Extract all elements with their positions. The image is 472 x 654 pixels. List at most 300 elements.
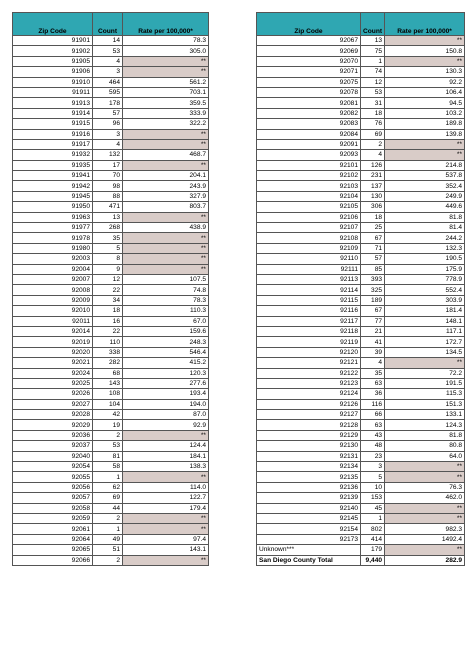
rate-cell: 303.9 — [385, 295, 465, 305]
rate-cell: 72.2 — [385, 368, 465, 378]
table-row — [13, 441, 209, 451]
count-cell: 49 — [93, 534, 123, 544]
count-cell: 231 — [361, 171, 385, 181]
rate-cell: 190.5 — [385, 254, 465, 264]
count-cell: 22 — [93, 285, 123, 295]
table-row — [13, 56, 209, 66]
count-cell: 77 — [361, 316, 385, 326]
zip-code-cell: 91916 — [13, 129, 93, 139]
table-row — [13, 87, 209, 97]
zip-code-cell: 92075 — [257, 77, 361, 87]
header-count: Count — [361, 13, 385, 36]
table-row — [257, 503, 465, 513]
unknown-row — [257, 545, 465, 555]
zip-code-cell: 92119 — [257, 337, 361, 347]
header-zip-code: Zip Code — [257, 13, 361, 36]
count-cell: 9,440 — [361, 555, 385, 565]
count-cell: 66 — [361, 410, 385, 420]
table-row — [13, 462, 209, 472]
count-cell: 1 — [361, 513, 385, 523]
rate-cell: 76.3 — [385, 482, 465, 492]
count-cell: 1 — [361, 56, 385, 66]
rate-cell: ** — [123, 212, 209, 222]
table-row — [13, 472, 209, 482]
zip-code-cell: 92130 — [257, 441, 361, 451]
rate-cell: ** — [123, 243, 209, 253]
zip-code-cell: 92131 — [257, 451, 361, 461]
zip-code-cell: 92108 — [257, 233, 361, 243]
count-cell: 48 — [361, 441, 385, 451]
rate-cell: 184.1 — [123, 451, 209, 461]
table-row — [257, 430, 465, 440]
count-cell: 1 — [93, 472, 123, 482]
count-cell: 96 — [93, 119, 123, 129]
count-cell: 189 — [361, 295, 385, 305]
table-row — [257, 119, 465, 129]
count-cell: 67 — [361, 233, 385, 243]
table-row — [13, 36, 209, 46]
count-cell: 63 — [361, 378, 385, 388]
zip-code-cell: 92067 — [257, 36, 361, 46]
table-row — [257, 285, 465, 295]
rate-cell: 124.3 — [385, 420, 465, 430]
zip-code-cell: 92025 — [13, 378, 93, 388]
row-label: Unknown*** — [257, 545, 361, 555]
table-row — [257, 171, 465, 181]
table-row — [257, 389, 465, 399]
count-cell: 4 — [361, 150, 385, 160]
table-row — [257, 98, 465, 108]
rate-cell: 327.9 — [123, 191, 209, 201]
rate-cell: ** — [123, 139, 209, 149]
zip-code-cell: 92056 — [13, 482, 93, 492]
table-row — [13, 223, 209, 233]
count-cell: 414 — [361, 534, 385, 544]
zip-code-cell: 91906 — [13, 67, 93, 77]
zip-code-cell: 92028 — [13, 410, 93, 420]
zip-code-cell: 92140 — [257, 503, 361, 513]
count-cell: 9 — [93, 264, 123, 274]
zip-code-cell: 91905 — [13, 56, 93, 66]
rate-cell: 151.3 — [385, 399, 465, 409]
table-row — [13, 482, 209, 492]
rate-cell: ** — [385, 545, 465, 555]
rate-cell: 148.1 — [385, 316, 465, 326]
rate-cell: ** — [123, 67, 209, 77]
count-cell: 471 — [93, 202, 123, 212]
count-cell: 71 — [361, 243, 385, 253]
count-cell: 76 — [361, 119, 385, 129]
zip-code-cell: 92139 — [257, 493, 361, 503]
rate-cell: 333.9 — [123, 108, 209, 118]
table-row — [13, 534, 209, 544]
count-cell: 4 — [93, 139, 123, 149]
table-left-body — [13, 36, 209, 566]
rate-cell: 248.3 — [123, 337, 209, 347]
table-row — [13, 420, 209, 430]
rate-cell: 546.4 — [123, 347, 209, 357]
zip-code-cell: 92104 — [257, 191, 361, 201]
zip-code-cell: 92082 — [257, 108, 361, 118]
count-cell: 53 — [93, 46, 123, 56]
rate-cell: 179.4 — [123, 503, 209, 513]
rate-cell: ** — [123, 56, 209, 66]
zip-code-cell: 92069 — [257, 46, 361, 56]
count-cell: 153 — [361, 493, 385, 503]
count-cell: 10 — [361, 482, 385, 492]
table-row — [13, 67, 209, 77]
table-row — [13, 513, 209, 523]
zip-code-cell: 92054 — [13, 462, 93, 472]
count-cell: 81 — [93, 451, 123, 461]
count-cell: 12 — [361, 77, 385, 87]
count-cell: 68 — [93, 368, 123, 378]
count-cell: 268 — [93, 223, 123, 233]
count-cell: 63 — [361, 420, 385, 430]
zip-code-cell: 92107 — [257, 223, 361, 233]
rate-cell: 703.1 — [123, 87, 209, 97]
count-cell: 137 — [361, 181, 385, 191]
count-cell: 36 — [361, 389, 385, 399]
count-cell: 70 — [93, 171, 123, 181]
zip-code-cell: 92037 — [13, 441, 93, 451]
table-row — [257, 316, 465, 326]
count-cell: 178 — [93, 98, 123, 108]
rate-cell: 322.2 — [123, 119, 209, 129]
rate-cell: ** — [385, 358, 465, 368]
table-row — [13, 77, 209, 87]
table-row — [257, 202, 465, 212]
table-row — [257, 264, 465, 274]
table-row — [13, 254, 209, 264]
header-rate: Rate per 100,000* — [385, 13, 465, 36]
zip-code-cell: 92103 — [257, 181, 361, 191]
zip-code-cell: 92121 — [257, 358, 361, 368]
count-cell: 39 — [361, 347, 385, 357]
count-cell: 22 — [93, 326, 123, 336]
count-cell: 21 — [361, 326, 385, 336]
zip-code-cell: 92081 — [257, 98, 361, 108]
table-row — [13, 264, 209, 274]
zip-code-cell: 92040 — [13, 451, 93, 461]
table-row — [13, 399, 209, 409]
rate-cell: 80.8 — [385, 441, 465, 451]
rate-cell: 133.1 — [385, 410, 465, 420]
table-row — [257, 337, 465, 347]
zip-code-cell: 91977 — [13, 223, 93, 233]
count-cell: 85 — [361, 264, 385, 274]
zip-code-cell: 92173 — [257, 534, 361, 544]
count-cell: 98 — [93, 181, 123, 191]
count-cell: 88 — [93, 191, 123, 201]
count-cell: 19 — [93, 420, 123, 430]
table-row — [257, 368, 465, 378]
count-cell: 25 — [361, 223, 385, 233]
count-cell: 13 — [93, 212, 123, 222]
count-cell: 69 — [361, 129, 385, 139]
table-row — [257, 160, 465, 170]
count-cell: 18 — [361, 108, 385, 118]
table-row — [13, 243, 209, 253]
count-cell: 132 — [93, 150, 123, 160]
rate-cell: 138.3 — [123, 462, 209, 472]
table-row — [13, 181, 209, 191]
table-row — [257, 56, 465, 66]
rate-cell: 132.3 — [385, 243, 465, 253]
rate-cell: 97.4 — [123, 534, 209, 544]
table-right-body — [257, 36, 465, 566]
zip-code-cell: 91915 — [13, 119, 93, 129]
rate-cell: ** — [385, 472, 465, 482]
table-row — [13, 160, 209, 170]
zip-code-cell: 91941 — [13, 171, 93, 181]
table-row — [13, 368, 209, 378]
rate-cell: ** — [385, 462, 465, 472]
rate-cell: ** — [123, 430, 209, 440]
table-row — [13, 212, 209, 222]
count-cell: 4 — [361, 358, 385, 368]
table-row — [13, 274, 209, 284]
zip-code-cell: 92106 — [257, 212, 361, 222]
rate-cell: 359.5 — [123, 98, 209, 108]
count-cell: 143 — [93, 378, 123, 388]
rate-cell: 194.0 — [123, 399, 209, 409]
rate-cell: ** — [385, 139, 465, 149]
count-cell: 3 — [93, 129, 123, 139]
rate-cell: ** — [123, 129, 209, 139]
rate-cell: 243.9 — [123, 181, 209, 191]
rate-cell: 81.8 — [385, 430, 465, 440]
table-row — [257, 212, 465, 222]
table-row — [13, 524, 209, 534]
count-cell: 23 — [361, 451, 385, 461]
rate-cell: 92.2 — [385, 77, 465, 87]
rate-cell: 191.5 — [385, 378, 465, 388]
rate-cell: 74.8 — [123, 285, 209, 295]
count-cell: 116 — [361, 399, 385, 409]
rate-cell: 117.1 — [385, 326, 465, 336]
zip-code-cell: 92115 — [257, 295, 361, 305]
rate-cell: 462.0 — [385, 493, 465, 503]
table-row — [257, 274, 465, 284]
table-right — [256, 12, 465, 566]
count-cell: 338 — [93, 347, 123, 357]
rate-cell: 64.0 — [385, 451, 465, 461]
table-row — [13, 316, 209, 326]
zip-code-cell: 92111 — [257, 264, 361, 274]
table-row — [257, 129, 465, 139]
count-cell: 179 — [361, 545, 385, 555]
count-cell: 34 — [93, 295, 123, 305]
zip-code-cell: 92059 — [13, 513, 93, 523]
rate-cell: 78.3 — [123, 295, 209, 305]
zip-code-cell: 92058 — [13, 503, 93, 513]
table-row — [257, 139, 465, 149]
zip-code-cell: 92014 — [13, 326, 93, 336]
count-cell: 57 — [93, 108, 123, 118]
zip-code-cell: 91978 — [13, 233, 93, 243]
table-row — [257, 441, 465, 451]
rate-cell: 305.0 — [123, 46, 209, 56]
table-row — [257, 150, 465, 160]
zip-code-cell: 92036 — [13, 430, 93, 440]
rate-cell: 778.9 — [385, 274, 465, 284]
zip-code-cell: 92122 — [257, 368, 361, 378]
count-cell: 13 — [361, 36, 385, 46]
count-cell: 104 — [93, 399, 123, 409]
rate-cell: 150.8 — [385, 46, 465, 56]
count-cell: 53 — [93, 441, 123, 451]
rate-cell: 134.5 — [385, 347, 465, 357]
count-cell: 2 — [361, 139, 385, 149]
table-row — [257, 67, 465, 77]
header-rate: Rate per 100,000* — [123, 13, 209, 36]
rate-cell: 103.2 — [385, 108, 465, 118]
table-row — [13, 150, 209, 160]
rate-cell: 122.7 — [123, 493, 209, 503]
rate-cell: 1492.4 — [385, 534, 465, 544]
table-row — [13, 337, 209, 347]
table-row — [257, 410, 465, 420]
zip-code-cell: 92136 — [257, 482, 361, 492]
row-label: San Diego County Total — [257, 555, 361, 565]
zip-code-cell: 92004 — [13, 264, 93, 274]
count-cell: 130 — [361, 191, 385, 201]
zip-code-cell: 91963 — [13, 212, 93, 222]
table-row — [257, 358, 465, 368]
rate-cell: ** — [123, 264, 209, 274]
rate-cell: ** — [123, 472, 209, 482]
zip-code-cell: 92129 — [257, 430, 361, 440]
zip-code-cell: 92110 — [257, 254, 361, 264]
zip-code-cell: 92120 — [257, 347, 361, 357]
rate-cell: 214.8 — [385, 160, 465, 170]
table-row — [257, 295, 465, 305]
total-row — [257, 555, 465, 565]
count-cell: 5 — [361, 472, 385, 482]
table-row — [13, 171, 209, 181]
rate-cell: 537.8 — [385, 171, 465, 181]
rate-cell: 282.9 — [385, 555, 465, 565]
count-cell: 108 — [93, 389, 123, 399]
zip-code-cell: 92114 — [257, 285, 361, 295]
count-cell: 18 — [93, 306, 123, 316]
table-row — [13, 119, 209, 129]
zip-code-cell: 92101 — [257, 160, 361, 170]
table-row — [13, 358, 209, 368]
rate-cell: 438.9 — [123, 223, 209, 233]
zip-code-cell: 91914 — [13, 108, 93, 118]
zip-code-cell: 92055 — [13, 472, 93, 482]
zip-code-cell: 92105 — [257, 202, 361, 212]
rate-cell: 130.3 — [385, 67, 465, 77]
table-row — [13, 295, 209, 305]
zip-code-cell: 92154 — [257, 524, 361, 534]
rate-cell: ** — [385, 513, 465, 523]
count-cell: 110 — [93, 337, 123, 347]
rate-cell: 803.7 — [123, 202, 209, 212]
table-row — [257, 472, 465, 482]
zip-code-cell: 92117 — [257, 316, 361, 326]
zip-code-cell: 92109 — [257, 243, 361, 253]
table-row — [257, 513, 465, 523]
count-cell: 53 — [361, 87, 385, 97]
rate-cell: 139.8 — [385, 129, 465, 139]
count-cell: 31 — [361, 98, 385, 108]
count-cell: 41 — [361, 337, 385, 347]
zip-code-cell: 92011 — [13, 316, 93, 326]
zip-code-cell: 91917 — [13, 139, 93, 149]
table-row — [257, 46, 465, 56]
zip-code-cell: 92064 — [13, 534, 93, 544]
zip-code-cell: 92065 — [13, 545, 93, 555]
rate-cell: 415.2 — [123, 358, 209, 368]
zip-code-cell: 91980 — [13, 243, 93, 253]
rate-cell: 175.9 — [385, 264, 465, 274]
rate-cell: ** — [385, 56, 465, 66]
rate-cell: 94.5 — [385, 98, 465, 108]
zip-code-cell: 92021 — [13, 358, 93, 368]
table-row — [13, 191, 209, 201]
rate-cell: ** — [385, 150, 465, 160]
zip-code-cell: 92123 — [257, 378, 361, 388]
rate-cell: ** — [123, 555, 209, 565]
count-cell: 62 — [93, 482, 123, 492]
table-row — [13, 555, 209, 565]
zip-code-cell: 92071 — [257, 67, 361, 77]
rate-cell: ** — [123, 513, 209, 523]
count-cell: 44 — [93, 503, 123, 513]
zip-code-cell: 92078 — [257, 87, 361, 97]
table-row — [257, 534, 465, 544]
table-row — [257, 36, 465, 46]
count-cell: 595 — [93, 87, 123, 97]
count-cell: 3 — [361, 462, 385, 472]
table-row — [257, 347, 465, 357]
table-row — [13, 285, 209, 295]
zip-code-cell: 91913 — [13, 98, 93, 108]
count-cell: 35 — [361, 368, 385, 378]
count-cell: 35 — [93, 233, 123, 243]
table-row — [257, 181, 465, 191]
rate-cell: ** — [385, 36, 465, 46]
count-cell: 1 — [93, 524, 123, 534]
zip-code-cell: 92066 — [13, 555, 93, 565]
count-cell: 18 — [361, 212, 385, 222]
rate-cell: 81.4 — [385, 223, 465, 233]
rate-cell: 124.4 — [123, 441, 209, 451]
count-cell: 126 — [361, 160, 385, 170]
table-row — [257, 233, 465, 243]
count-cell: 16 — [93, 316, 123, 326]
rate-cell: ** — [385, 503, 465, 513]
zip-code-cell: 92003 — [13, 254, 93, 264]
rate-cell: 81.8 — [385, 212, 465, 222]
zip-code-cell: 91911 — [13, 87, 93, 97]
rate-cell: 67.0 — [123, 316, 209, 326]
table-row — [257, 451, 465, 461]
zip-code-cell: 92026 — [13, 389, 93, 399]
zip-code-cell: 92084 — [257, 129, 361, 139]
zip-code-cell: 92020 — [13, 347, 93, 357]
count-cell: 43 — [361, 430, 385, 440]
rate-cell: 110.3 — [123, 306, 209, 316]
table-row — [13, 306, 209, 316]
rate-cell: 552.4 — [385, 285, 465, 295]
table-row — [13, 451, 209, 461]
table-row — [13, 389, 209, 399]
table-row — [13, 46, 209, 56]
